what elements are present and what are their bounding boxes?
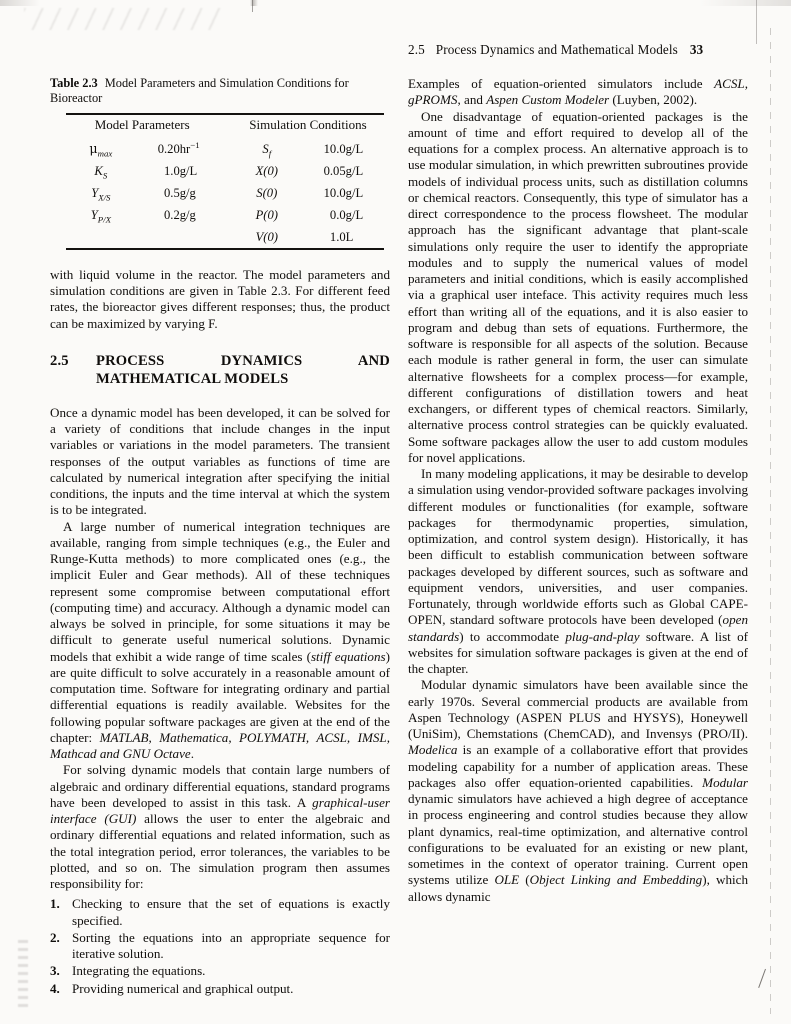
cond-value-p0: 0.0 <box>329 207 346 222</box>
table-spacer <box>218 228 232 247</box>
param-value-ks: 1.0 <box>164 163 180 178</box>
table-spacer <box>218 162 232 184</box>
table-caption <box>50 76 390 107</box>
term-stiff-equations: stiff equations <box>310 648 386 664</box>
list-item: Sorting the equations into an appropriate sequence for iterative solution. <box>72 929 390 962</box>
table-header-gap <box>218 114 232 136</box>
table-body <box>66 136 384 247</box>
paragraph-examples-part3: (Luyben, 2002). <box>609 92 698 108</box>
scan-artifact-vertical-mark <box>252 0 253 12</box>
table-row <box>66 228 384 247</box>
cond-value-sf: 10.0 <box>323 141 346 156</box>
paragraph-examples-part1: Examples of equation-oriented simulators include <box>408 76 715 91</box>
table-caption-text: Model Parameters and Simulation Conditions for Bioreactor <box>50 76 349 106</box>
paragraph-modular-part2: is an example of a collaborative effort that provides modeling capability for a number of application areas. These packages also offer equation-oriented capabilities. <box>408 742 748 790</box>
param-symbol-yxs: $Y_{X/S}$ <box>91 185 111 203</box>
cond-value-x0: 0.05 <box>323 163 346 178</box>
table-2-3 <box>50 76 390 250</box>
term-modular: Modular <box>702 774 748 790</box>
paragraph-modeling-part3: software. A list of websites for simulation software packages is given at the end of the chapter. <box>408 628 749 676</box>
term-modelica: Modelica <box>408 742 458 758</box>
cond-symbol-sf: $S_f$ <box>262 141 272 159</box>
param-value-mu-max: 0.20 <box>157 141 180 156</box>
param-unit-mu-max: $hr^{-1}$ <box>179 139 200 156</box>
param-symbol-ypx: $Y_{P/X}$ <box>90 207 111 225</box>
cond-unit-p0: g/L <box>345 207 364 222</box>
param-symbol-ks: $K_S$ <box>94 163 108 181</box>
table-header-model-parameters: Model Parameters <box>94 116 190 132</box>
page-number: 33 <box>689 42 704 57</box>
table-header-row <box>66 114 384 136</box>
paragraph-once-dynamic-model: Once a dynamic model has been developed, it can be solved for a variety of conditions that include changes in the input variables or variations in the model parameters. The transient responses of the output variables as functions of time are calculated by numerical integration after specifying the initial conditions, the inputs and the time interval at which the system is to be integrated. <box>50 404 390 518</box>
cond-unit-sf: g/L <box>345 141 364 156</box>
paragraph-solving-part2: allows the user to enter the algebraic and ordinary differential equations and related information, such as the total integration period, error tolerances, the variables to be plotted, and so on. The simulation program then assumes responsibility for: <box>50 811 390 892</box>
paragraph-modular-part5: ), which allows dynamic <box>408 872 748 904</box>
paragraph-integration-part3: . <box>190 746 195 762</box>
table-label: Table 2.3 <box>50 76 98 90</box>
param-value-ypx: 0.2 <box>164 207 180 222</box>
param-symbol-empty <box>66 228 136 247</box>
param-unit-ks: g/L <box>179 163 198 178</box>
running-head-section-number: 2.5 <box>408 42 425 57</box>
cond-symbol-v0: V(0) <box>255 229 278 244</box>
section-heading-title: PROCESS DYNAMICS AND MATHEMATICAL MODELS <box>96 352 390 388</box>
paragraph-modular-dynamic-simulators <box>408 677 748 905</box>
list-item: Integrating the equations. <box>72 963 206 979</box>
term-open-standards: open standards <box>408 612 748 644</box>
table-spacer <box>218 136 232 162</box>
paragraph-modeling-part1: In many modeling applications, it may be desirable to develop a simulation using vendor-provided software packages involving different modules or functionalities (for example, software packages for thermodynamic properties, simulation, optimization, and control system design). Historically, it has been difficult to establish communication between software packages developed by different sources, such as software and equipment vendors, universities, and user companies. Fortunately, through worldwide efforts such as Global CAPE-OPEN, standard software protocols have been developed ( <box>408 466 748 628</box>
table-spacer <box>218 184 232 206</box>
param-unit-ypx: g/g <box>179 207 196 222</box>
paragraph-solving-dynamic-models <box>50 762 390 892</box>
right-column <box>408 76 748 905</box>
table-row <box>66 162 384 184</box>
scan-artifact-right-mark <box>756 0 757 44</box>
simulator-names-acsl-gproms: ACSL, gPROMS <box>408 76 748 108</box>
term-plug-and-play: plug-and-play <box>565 628 640 644</box>
paragraph-disadvantage-equation-oriented: One disadvantage of equation-oriented packages is the amount of time and effort required to develop all of the equations for a complex process. An alternative approach is to use modular simulation, in which prewritten subroutines provide models of individual process units, such as distillation columns or chemical reactors. Consequently, this type of simulator has a direct correspondence to the process flowsheet. The modular approach has the significant advantage that plant-scale simulations only require the user to identify the appropriate modules and to supply the numerical values of model parameters and initial conditions, which is easily accomplished via a graphical user inteface. This activity requires much less effort than writing all of the equations, and it is also easier to program and debug than sets of equations. Furthermore, the software is responsible for all aspects of the solution. Because each module is rather general in form, the user can simulate alternative flowsheets for a complex process—for example, different configurations of distillation towers and heat exchangers, or different types of chemical reactors. Similarly, alternative process control strategies can be quickly evaluated. Some software packages allow the user to add custom modules for novel applications. <box>408 108 748 465</box>
cond-unit-v0: L <box>345 229 354 244</box>
cond-symbol-s0: S(0) <box>256 185 278 200</box>
scan-artifact-topleft-smudge <box>24 8 224 30</box>
paragraph-modular-part3: dynamic simulators have achieved a high degree of acceptance in process engineering and control studies because they allow plant dynamics, real-time optimization, and alternative control configurations to be evaluated for an existing or new plant, sometimes in the context of operator training. Current open systems utilize <box>408 791 748 888</box>
param-value-yxs: 0.5 <box>164 185 180 200</box>
cond-symbol-p0: P(0) <box>255 207 278 222</box>
paragraph-modeling-part2: ) to accommodate <box>459 628 566 644</box>
list-item: Providing numerical and graphical output. <box>72 980 294 996</box>
section-heading-number: 2.5 <box>50 352 69 369</box>
scan-artifact-corner-tick <box>745 964 766 988</box>
scan-artifact-top-edge <box>0 0 791 6</box>
paragraph-liquid-volume: with liquid volume in the reactor. The model parameters and simulation conditions are given in Table 2.3. For different feed rates, the bioreactor gives different responses; thus, the product can be maximized by varying F. <box>50 266 390 331</box>
table-2-3-grid <box>66 113 384 247</box>
param-unit-yxs: g/g <box>179 185 196 200</box>
paragraph-integration-part2: ) are quite difficult to solve accurately in a reasonable amount of computation time. Software for integrating ordinary and partial differential equations is readily available. Websites for the following popular software packages are given at the end of the chapter: <box>50 648 391 745</box>
cond-unit-s0: g/L <box>345 185 364 200</box>
scan-artifact-left-smudge <box>18 940 28 1010</box>
param-unit-empty <box>180 228 219 247</box>
running-head <box>408 42 760 58</box>
table-bottom-rule <box>66 248 384 250</box>
table-row <box>66 136 384 162</box>
paragraph-modular-part1: Modular dynamic simulators have been available since the early 1970s. Several commercial products are available from Aspen Technology (ASPEN PLUS and HYSYS), Honeywell (UniSim), Chemstations (ChemCAD), and Invensys (PRO/II). <box>408 677 748 741</box>
cond-value-s0: 10.0 <box>323 185 346 200</box>
cond-value-v0: 1.0 <box>329 229 346 244</box>
table-header-simulation-conditions: Simulation Conditions <box>249 116 367 132</box>
paragraph-modeling-applications <box>408 466 748 677</box>
param-value-empty <box>136 228 180 247</box>
section-heading <box>50 352 390 389</box>
left-column <box>50 76 390 998</box>
paragraph-examples-part2: , and <box>457 92 487 108</box>
term-ole: OLE <box>494 872 520 888</box>
running-head-title: Process Dynamics and Mathematical Models <box>435 42 678 57</box>
cond-symbol-x0: X(0) <box>255 163 278 178</box>
table-spacer <box>218 206 232 228</box>
term-object-linking-embedding: Object Linking and Embedding <box>529 872 703 888</box>
responsibility-list <box>50 896 390 997</box>
table-row <box>66 206 384 228</box>
scan-artifact-dashed-margin-line <box>770 28 771 1014</box>
cond-unit-x0: g/L <box>345 163 364 178</box>
paragraph-integration-part1: A large number of numerical integration techniques are available, ranging from simple techniques (e.g., the Euler and Runge-Kutta methods) to more complicated ones (e.g., the implicit Euler and Gear methods). All of these techniques represent some compromise between computational effort (computing time) and accuracy. Although a dynamic model can always be solved in principle, for some situations it may be difficult to generate useful numerical solutions. Dynamic models that exhibit a wide range of time scales ( <box>50 518 390 664</box>
paragraph-modular-part4: ( <box>519 872 530 888</box>
table-row <box>66 184 384 206</box>
term-gui: graphical-user interface (GUI) <box>50 794 390 827</box>
paragraph-solving-part1: For solving dynamic models that contain large numbers of algebraic and ordinary differential equations, standard programs have been developed to assist in this task. A <box>50 762 390 810</box>
list-item: Checking to ensure that the set of equations is exactly specified. <box>72 896 390 928</box>
software-package-list: MATLAB, Mathematica, POLYMATH, ACSL, IMSL, Mathcad and GNU Octave <box>50 729 390 762</box>
simulator-name-aspen-custom-modeler: Aspen Custom Modeler <box>486 92 610 108</box>
param-symbol-mu-max: $\mu_{max}$ <box>89 140 113 159</box>
paragraph-integration-techniques <box>50 519 390 763</box>
paragraph-examples-simulators <box>408 76 748 109</box>
